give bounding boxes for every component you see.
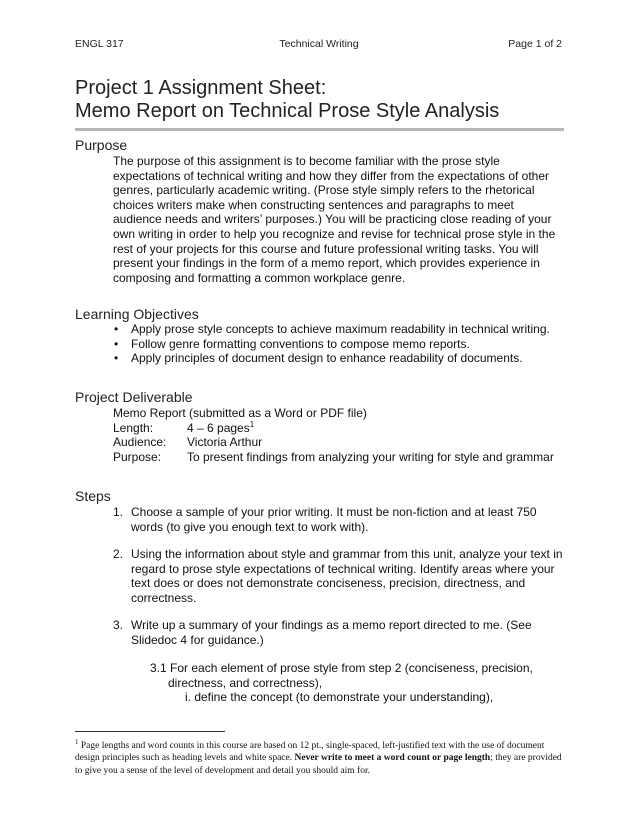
list-item: • Follow genre formatting conventions to compose memo reports. — [113, 337, 565, 352]
deliverable-purpose-row — [113, 450, 573, 465]
deliverable-audience-row — [113, 435, 573, 450]
objectives-heading: Learning Objectives — [75, 306, 199, 322]
step-item — [113, 547, 567, 605]
deliverable-heading: Project Deliverable — [75, 389, 193, 405]
deliverable-intro: Memo Report (submitted as a Word or PDF file) — [113, 406, 367, 420]
footnote-bold-text: Never write to meet a word count or page length — [294, 753, 491, 764]
footnote-marker: 1 — [75, 737, 79, 746]
purpose-paragraph: The purpose of this assignment is to become familiar with the prose style expectations of technical writing and how they differ from the expectations of other genres, particularly academic writing. (Prose style simply refers to the rhetorical choices writers make when constructing sentences and paragraphs to meet audience needs and writers’ purposes.) You will be practicing close reading of your own writing in order to help you recognize and revise for technical prose style in the rest of your projects for this course and future professional writing tasks. You will present your findings in the form of a memo report, which provides experience in composing and formatting a common workplace genre. — [113, 154, 556, 285]
title-line-2: Memo Report on Technical Prose Style Analysis — [75, 100, 500, 122]
deliverable-label: Audience: — [113, 435, 167, 449]
step-text: Using the information about style and grammar from this unit, analyze your text in regard to prose style expectations of technical writing. Identify areas where your text does or does not demonstrate conciseness, precision, directness, and correctness. — [131, 547, 563, 605]
list-item: • Apply principles of document design to enhance readability of documents. — [113, 351, 565, 366]
objectives-list — [113, 322, 565, 366]
step-item — [113, 618, 567, 647]
list-item: • Apply prose style concepts to achieve maximum readability in technical writing. — [113, 322, 565, 337]
step-text: Choose a sample of your prior writing. It must be non-fiction and at least 750 words (to give you enough text to work with). — [131, 505, 537, 534]
step-text: Write up a summary of your findings as a memo report directed to me. (See Slidedoc 4 for guidance.) — [131, 618, 532, 647]
header-title: Technical Writing — [279, 38, 359, 50]
steps-heading: Steps — [75, 488, 111, 504]
header-course: ENGL 317 — [75, 38, 124, 50]
step-number: 2. — [113, 547, 124, 561]
purpose-heading: Purpose — [75, 137, 128, 153]
substep-i: i. define the concept (to demonstrate your understanding), — [185, 690, 494, 704]
deliverable-label: Purpose: — [113, 450, 162, 464]
deliverable-value: 4 – 6 pages — [187, 421, 250, 435]
footnote-divider — [75, 731, 225, 732]
title-line-1: Project 1 Assignment Sheet: — [75, 77, 327, 99]
step-number: 3. — [113, 618, 124, 632]
footnote-ref: 1 — [249, 420, 255, 429]
page-title — [75, 77, 499, 123]
title-divider — [75, 128, 564, 131]
substep-text: 3.1 For each element of prose style from step 2 (conciseness, precision, directness, and correctness), — [150, 661, 533, 690]
footnote-text-a: Page lengths and word counts in this course are based on 12 pt., single-spaced, left-justified text with the use of document design principles such as heading levels and white space. — [75, 741, 545, 764]
deliverable-length-row — [113, 421, 573, 436]
footnote-text-b: ; they are provided to give you a sense of the level of development and detail you should aim for. — [75, 753, 562, 776]
header-page-number: Page 1 of 2 — [508, 38, 562, 50]
step-number: 1. — [113, 505, 124, 519]
deliverable-label: Length: — [113, 421, 154, 435]
deliverable-value: To present findings from analyzing your writing for style and grammar — [187, 450, 554, 464]
footnote — [75, 737, 565, 777]
step-item — [113, 505, 567, 534]
deliverable-value: Victoria Arthur — [187, 435, 263, 449]
substep-3-1 — [150, 661, 550, 690]
